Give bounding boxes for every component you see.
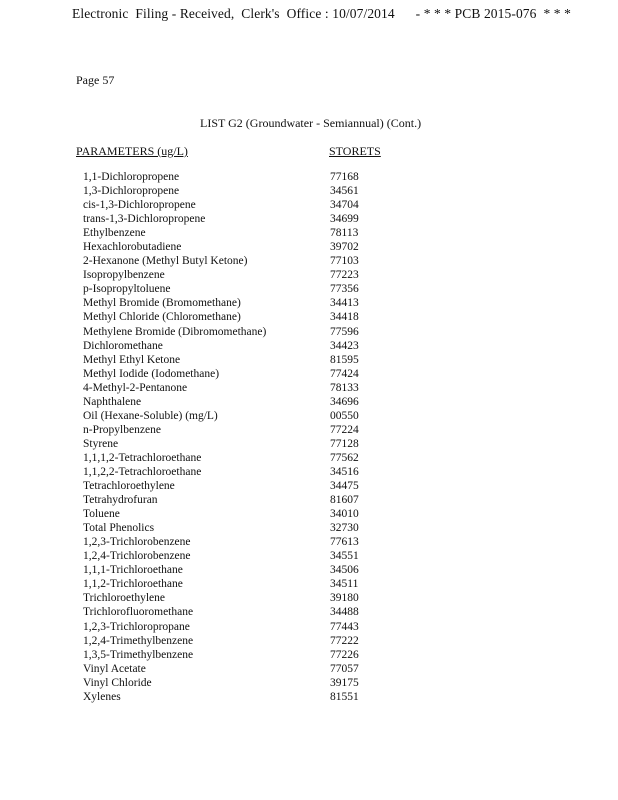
parameter-name: 1,1,1-Trichloroethane xyxy=(83,564,183,577)
storets-column-header: STORETS xyxy=(329,144,381,158)
storet-code: 34413 xyxy=(330,297,359,310)
parameter-name: 1,2,4-Trichlorobenzene xyxy=(83,550,191,563)
parameter-name: Total Phenolics xyxy=(83,522,155,535)
table-row xyxy=(0,676,618,690)
parameter-name: n-Propylbenzene xyxy=(83,423,161,436)
storet-code: 77168 xyxy=(330,171,359,183)
parameter-name: 1,2,4-Trimethylbenzene xyxy=(83,634,194,647)
table-row xyxy=(0,563,618,577)
parameter-name: Hexachlorobutadiene xyxy=(83,241,182,254)
parameter-name: 1,2,3-Trichloropropane xyxy=(83,620,190,633)
storet-code: 39702 xyxy=(330,241,359,254)
storet-code: 77613 xyxy=(330,536,359,549)
storet-code: 34704 xyxy=(330,199,359,212)
parameter-name: cis-1,3-Dichloropropene xyxy=(83,199,196,212)
storet-code: 77596 xyxy=(330,325,359,338)
table-row xyxy=(0,535,618,549)
table-row xyxy=(0,170,618,184)
parameter-name: Oil (Hexane-Soluble) (mg/L) xyxy=(83,409,218,422)
storet-code: 77562 xyxy=(330,451,359,464)
table-row xyxy=(0,423,618,437)
table-row xyxy=(0,549,618,563)
parameter-name: Toluene xyxy=(83,508,120,521)
parameter-name: 1,2,3-Trichlorobenzene xyxy=(83,536,191,549)
parameter-name: Methyl Chloride (Chloromethane) xyxy=(83,311,241,324)
storet-code: 77224 xyxy=(330,423,359,436)
storet-code: 00550 xyxy=(330,409,359,422)
table-row xyxy=(0,479,618,493)
parameter-name: Isopropylbenzene xyxy=(83,269,165,282)
table-row xyxy=(0,648,618,662)
table-row xyxy=(0,381,618,395)
table-row xyxy=(0,339,618,353)
parameter-name: 1,1-Dichloropropene xyxy=(83,171,180,183)
table-row xyxy=(0,325,618,339)
table-row xyxy=(0,437,618,451)
storet-code: 34506 xyxy=(330,564,359,577)
table-row xyxy=(0,605,618,619)
parameter-name: 1,3-Dichloropropene xyxy=(83,185,180,198)
storet-code: 34699 xyxy=(330,213,359,226)
storet-code: 77223 xyxy=(330,269,359,282)
list-title: LIST G2 (Groundwater - Semiannual) (Cont.) xyxy=(200,116,422,130)
table-row xyxy=(0,577,618,591)
storet-code: 77443 xyxy=(330,620,359,633)
table-row xyxy=(0,198,618,212)
parameter-name: Methyl Ethyl Ketone xyxy=(83,353,181,366)
parameter-name: 1,1,2,2-Tetrachloroethane xyxy=(83,465,202,478)
table-row xyxy=(0,395,618,409)
table-row xyxy=(0,493,618,507)
filing-stamp: Electronic Filing - Received, Clerk's Office : 10/07/2014 xyxy=(72,6,395,21)
storet-code: 34551 xyxy=(330,550,359,563)
storet-code: 34488 xyxy=(330,606,359,619)
parameter-name: trans-1,3-Dichloropropene xyxy=(83,213,206,226)
parameter-name: Tetrachloroethylene xyxy=(83,480,175,493)
storet-code: 34516 xyxy=(330,465,359,478)
storet-code: 34696 xyxy=(330,395,359,408)
storet-code: 81607 xyxy=(330,494,359,507)
storet-code: 39175 xyxy=(330,676,359,689)
storet-code: 77103 xyxy=(330,255,359,268)
storet-code: 77424 xyxy=(330,367,359,380)
table-row xyxy=(0,521,618,535)
table-row xyxy=(0,634,618,648)
storet-code: 34561 xyxy=(330,185,359,198)
table-row xyxy=(0,465,618,479)
table-row xyxy=(0,507,618,521)
table-row xyxy=(0,268,618,282)
table-row xyxy=(0,254,618,268)
table-row xyxy=(0,282,618,296)
table-row xyxy=(0,212,618,226)
table-row xyxy=(0,367,618,381)
parameter-name: Vinyl Chloride xyxy=(83,676,152,689)
parameter-name: Dichloromethane xyxy=(83,339,163,352)
page-number: Page 57 xyxy=(76,73,115,87)
parameter-name: Methyl Bromide (Bromomethane) xyxy=(83,297,241,310)
storet-code: 77128 xyxy=(330,437,359,450)
storet-code: 34418 xyxy=(330,311,359,324)
parameter-name: 1,1,2-Trichloroethane xyxy=(83,578,183,591)
parameter-name: Naphthalene xyxy=(83,395,142,408)
parameter-name: Trichlorofluoromethane xyxy=(83,606,194,619)
parameter-name: Styrene xyxy=(83,437,119,450)
parameter-name: Methyl Iodide (Iodomethane) xyxy=(83,367,220,380)
parameters-column-header: PARAMETERS (ug/L) xyxy=(76,144,188,158)
table-row xyxy=(0,353,618,367)
parameter-name: 1,1,1,2-Tetrachloroethane xyxy=(83,451,202,464)
storet-code: 34511 xyxy=(330,578,359,591)
table-row xyxy=(0,296,618,310)
table-row xyxy=(0,620,618,634)
storet-code: 77222 xyxy=(330,634,359,647)
parameter-name: 2-Hexanone (Methyl Butyl Ketone) xyxy=(83,255,248,268)
storet-code: 77057 xyxy=(330,662,359,675)
storet-code: 78113 xyxy=(330,227,359,240)
storet-code: 81551 xyxy=(330,690,359,703)
docket-number: - * * * PCB 2015-076 * * * xyxy=(415,6,571,21)
parameter-name: 1,3,5-Trimethylbenzene xyxy=(83,648,194,661)
storet-code: 34475 xyxy=(330,480,359,493)
storet-code: 78133 xyxy=(330,381,359,394)
parameter-name: Tetrahydrofuran xyxy=(83,494,158,507)
table-row xyxy=(0,184,618,198)
storet-code: 39180 xyxy=(330,592,359,605)
parameter-name: Methylene Bromide (Dibromomethane) xyxy=(83,325,267,338)
parameter-name: Xylenes xyxy=(83,690,121,703)
parameter-name: Trichloroethylene xyxy=(83,592,165,605)
storet-code: 77226 xyxy=(330,648,359,661)
table-row xyxy=(0,690,618,704)
table-row xyxy=(0,591,618,605)
parameter-list xyxy=(0,170,618,704)
storet-code: 81595 xyxy=(330,353,359,366)
table-row xyxy=(0,310,618,324)
parameter-name: Ethylbenzene xyxy=(83,227,146,240)
storet-code: 34010 xyxy=(330,508,359,521)
table-row xyxy=(0,226,618,240)
table-row xyxy=(0,662,618,676)
storet-code: 77356 xyxy=(330,283,359,296)
parameter-name: p-Isopropyltoluene xyxy=(83,283,171,296)
parameter-name: 4-Methyl-2-Pentanone xyxy=(83,381,188,394)
table-row xyxy=(0,451,618,465)
table-row xyxy=(0,409,618,423)
filing-header xyxy=(72,6,571,22)
storet-code: 32730 xyxy=(330,522,359,535)
parameter-name: Vinyl Acetate xyxy=(83,662,146,675)
storet-code: 34423 xyxy=(330,339,359,352)
table-row xyxy=(0,240,618,254)
